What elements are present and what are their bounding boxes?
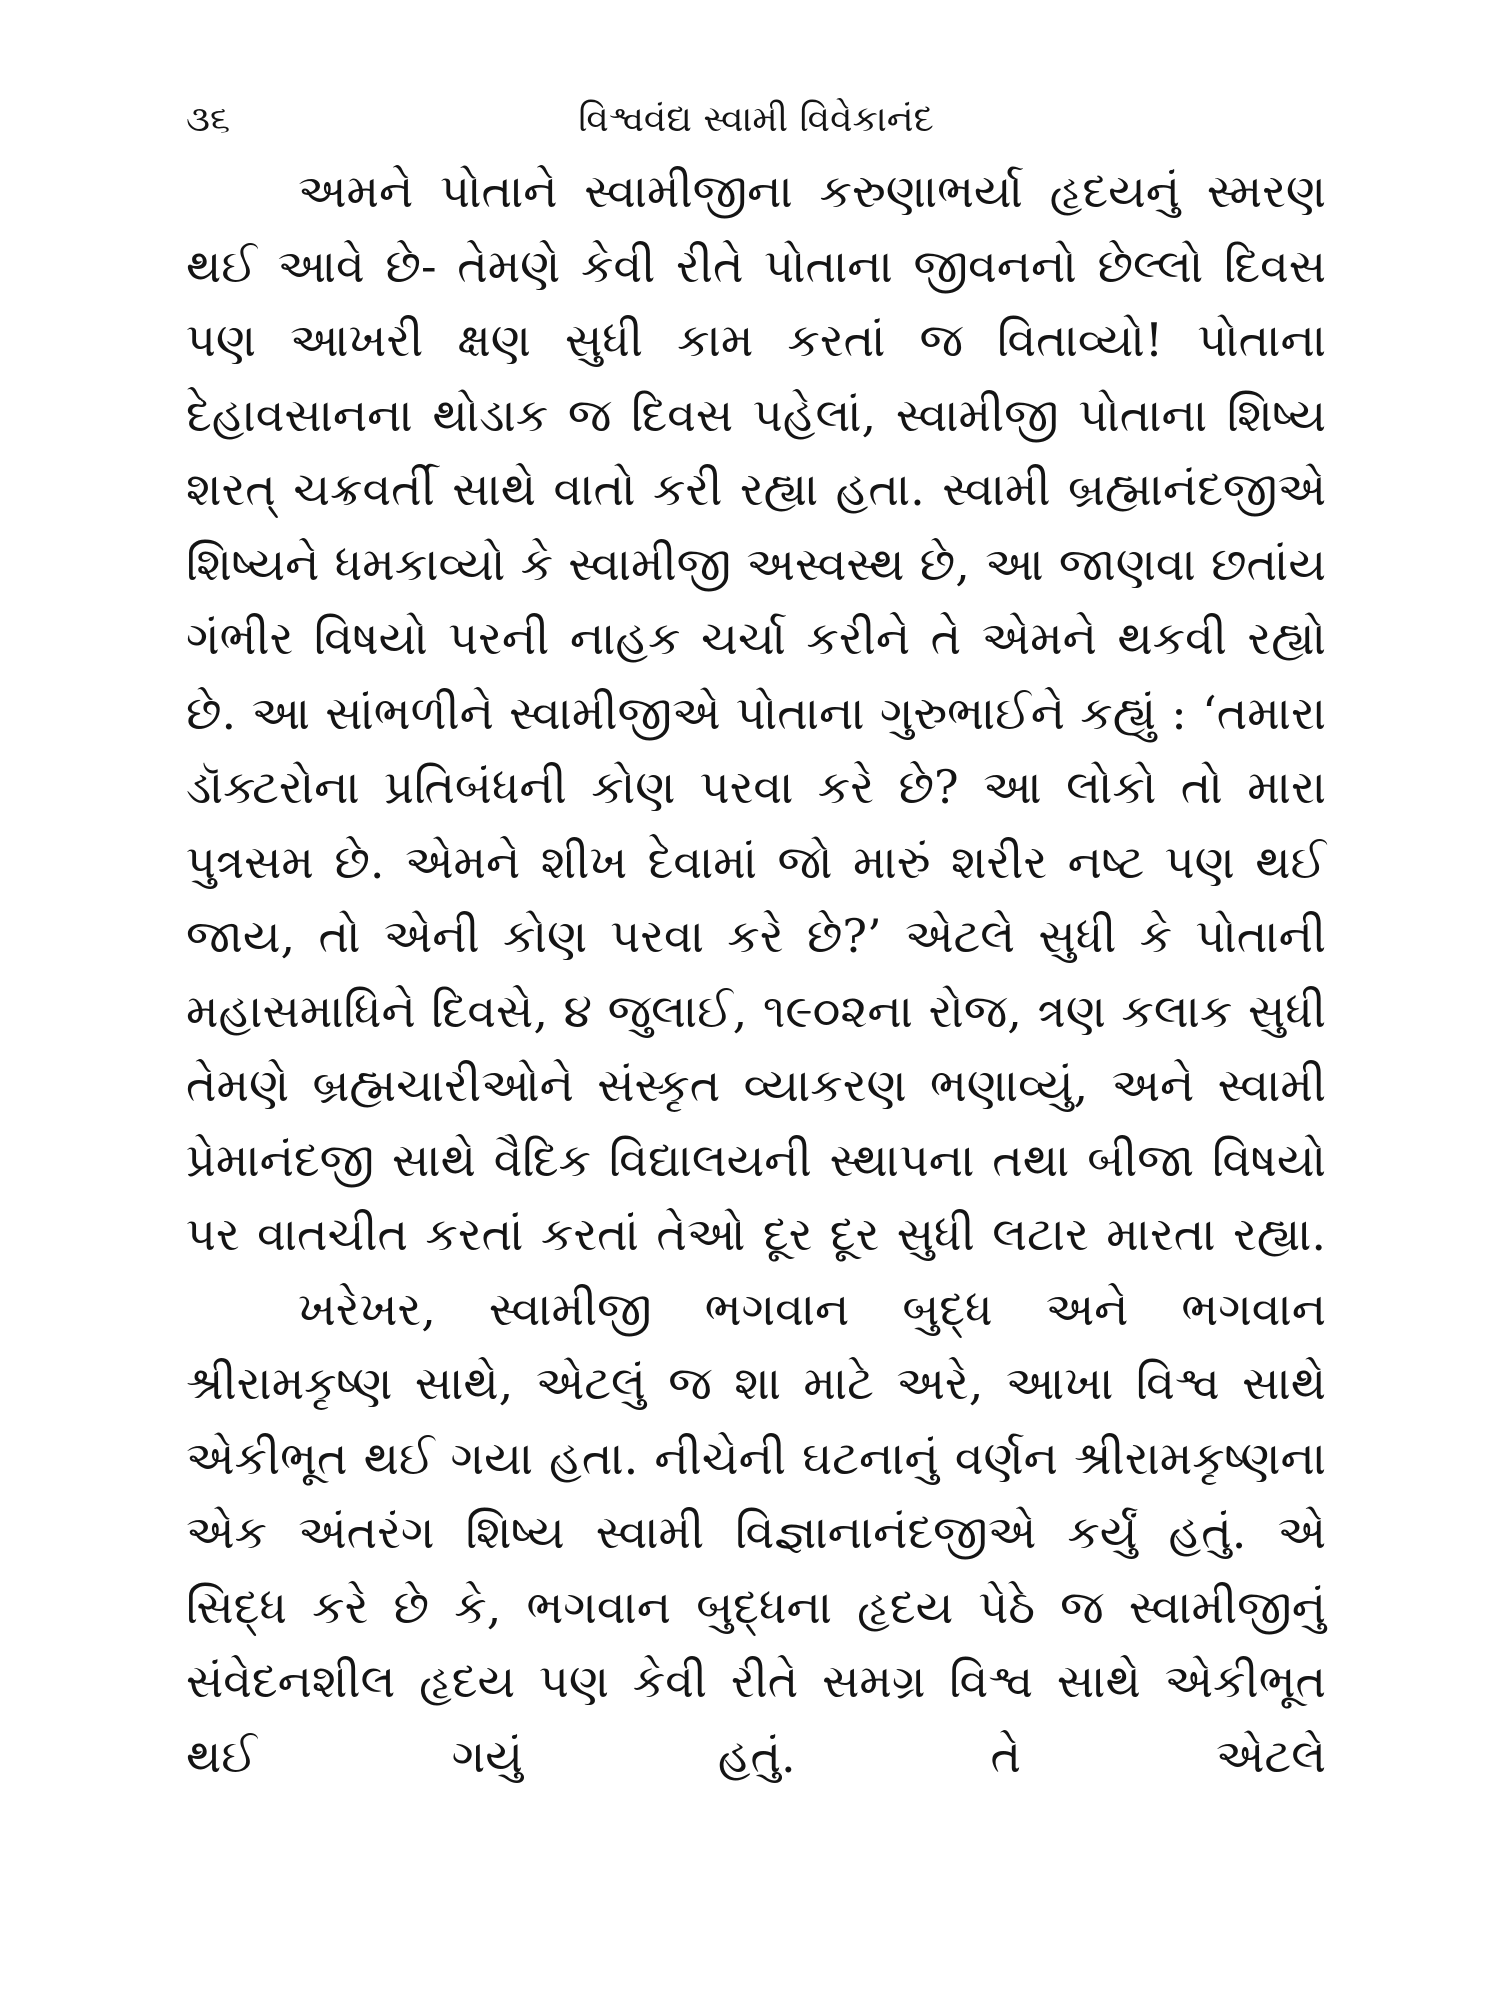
page-number: ૩૬	[186, 99, 231, 140]
running-title: વિશ્વવંદ્ય સ્વામી વિવેકાનંદ	[578, 99, 934, 140]
paragraph: ખરેખર, સ્વામીજી ભગવાન બુદ્ધ અને ભગવાન શ્રીરામકૃષ્ણ સાથે, એટલું જ શા માટે અરે, આખા વિશ્વ સાથે એકીભૂત થઈ ગયા હતા. નીચેની ઘટનાનું વર્ણન શ્રીરામકૃષ્ણના એક અંતરંગ શિષ્ય સ્વામી વિજ્ઞાનાનંદજીએ કર્યું હતું. એ સિદ્ધ કરે છે કે, ભગવાન બુદ્ધના હૃદય પેઠે જ સ્વામીજીનું સંવેદનશીલ હૃદય પણ કેવી રીતે સમગ્ર વિશ્વ સાથે એકીભૂત થઈ ગયું હતું. તે એટલે	[186, 1281, 1326, 1783]
body-text	[186, 154, 1326, 1793]
paragraph: અમને પોતાને સ્વામીજીના કરુણાભર્યા હૃદયનું સ્મરણ થઈ આવે છે- તેમણે કેવી રીતે પોતાના જીવનનો છેલ્લો દિવસ પણ આખરી ક્ષણ સુધી કામ કરતાં જ વિતાવ્યો! પોતાના દેહાવસાનના થોડાક જ દિવસ પહેલાં, સ્વામીજી પોતાના શિષ્ય શરત્ ચક્રવર્તી સાથે વાતો કરી રહ્યા હતા. સ્વામી બ્રહ્માનંદજીએ શિષ્યને ધમકાવ્યો કે સ્વામીજી અસ્વસ્થ છે, આ જાણવા છતાંય ગંભીર વિષયો પરની નાહક ચર્ચા કરીને તે એમને થકવી રહ્યો છે. આ સાંભળીને સ્વામીજીએ પોતાના ગુરુભાઈને કહ્યું : ‘તમારા ડૉક્ટરોના પ્રતિબંધની કોણ પરવા કરે છે? આ લોકો તો મારા પુત્રસમ છે. એમને શીખ દેવામાં જો મારું શરીર નષ્ટ પણ થઈ જાય, તો એની કોણ પરવા કરે છે?’ એટલે સુધી કે પોતાની મહાસમાધિને દિવસે, ૪ જુલાઈ, ૧૯૦૨ના રોજ, ત્રણ કલાક સુધી તેમણે બ્રહ્મચારીઓને સંસ્કૃત વ્યાકરણ ભણાવ્યું, અને સ્વામી પ્રેમાનંદજી સાથે વૈદિક વિદ્યાલયની સ્થાપના તથા બીજા વિષયો પર વાતચીત કરતાં કરતાં તેઓ દૂર દૂર સુધી લટાર મારતા રહ્યા.	[186, 164, 1326, 1261]
page-header	[186, 98, 1326, 142]
